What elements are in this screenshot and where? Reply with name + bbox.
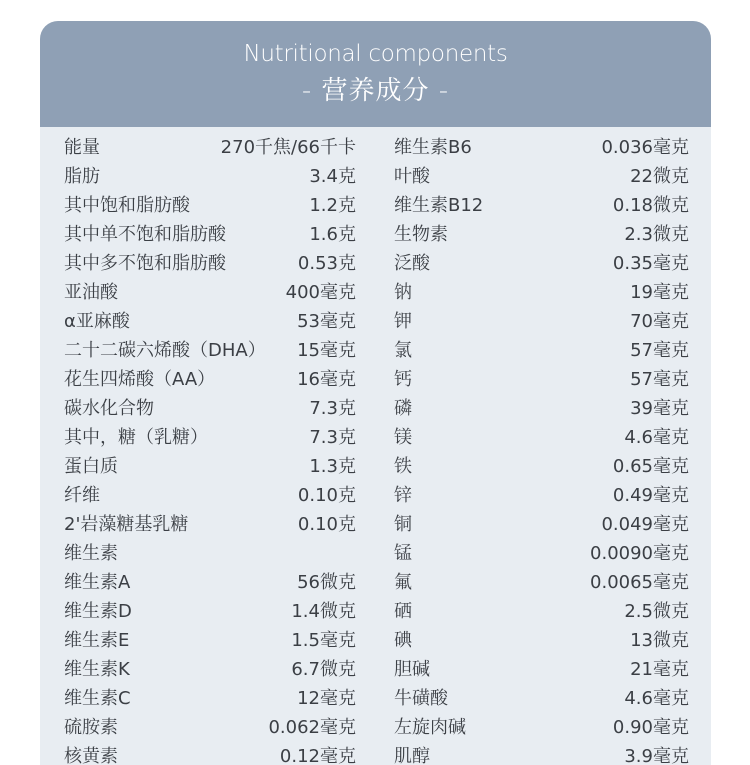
right-nutrient-name: 锌 xyxy=(394,485,412,506)
right-nutrient-value: 57毫克 xyxy=(630,340,689,361)
left-nutrient-value: 15毫克 xyxy=(297,340,356,361)
left-nutrient-name: 纤维 xyxy=(64,485,100,506)
left-nutrient-name: 维生素E xyxy=(64,630,130,651)
left-nutrient-name: 其中饱和脂肪酸 xyxy=(64,195,190,216)
left-nutrient-name: 花生四烯酸（AA） xyxy=(64,369,216,390)
table-row xyxy=(40,365,711,394)
left-nutrient-value: 1.5毫克 xyxy=(291,630,356,651)
nutrition-table xyxy=(40,133,711,765)
left-nutrient-value: 270千焦/66千卡 xyxy=(220,137,356,158)
left-nutrient-name: 维生素 xyxy=(64,543,118,564)
table-row xyxy=(40,713,711,742)
right-nutrient-value: 0.65毫克 xyxy=(612,456,689,477)
left-nutrient-value: 16毫克 xyxy=(297,369,356,390)
table-row xyxy=(40,626,711,655)
right-nutrient-name: 硒 xyxy=(394,601,412,622)
right-nutrient-name: 胆碱 xyxy=(394,659,430,680)
right-nutrient-name: 钙 xyxy=(394,369,412,390)
right-nutrient-value: 19毫克 xyxy=(630,282,689,303)
table-row xyxy=(40,220,711,249)
left-nutrient-value: 400毫克 xyxy=(285,282,356,303)
title-chinese: - 营养成分 - xyxy=(301,76,450,106)
right-nutrient-value: 13微克 xyxy=(630,630,689,651)
left-nutrient-name: 蛋白质 xyxy=(64,456,118,477)
left-nutrient-value: 0.10克 xyxy=(297,485,356,506)
left-nutrient-name: 2'岩藻糖基乳糖 xyxy=(64,514,189,535)
left-nutrient-name: 硫胺素 xyxy=(64,717,118,738)
right-nutrient-name: 铜 xyxy=(394,514,412,535)
right-nutrient-name: 左旋肉碱 xyxy=(394,717,466,738)
right-nutrient-name: 钠 xyxy=(394,282,412,303)
right-nutrient-value: 0.049毫克 xyxy=(601,514,689,535)
table-row xyxy=(40,742,711,765)
left-nutrient-name: 能量 xyxy=(64,137,100,158)
left-nutrient-name: 其中，糖（乳糖） xyxy=(64,427,208,448)
right-nutrient-value: 0.18微克 xyxy=(612,195,689,216)
left-nutrient-name: 维生素D xyxy=(64,601,132,622)
left-nutrient-value: 0.53克 xyxy=(297,253,356,274)
left-nutrient-value: 0.062毫克 xyxy=(268,717,356,738)
left-nutrient-name: 维生素K xyxy=(64,659,130,680)
right-nutrient-value: 2.3微克 xyxy=(624,224,689,245)
table-row xyxy=(40,597,711,626)
left-nutrient-name: 维生素C xyxy=(64,688,131,709)
left-nutrient-name: 其中多不饱和脂肪酸 xyxy=(64,253,226,274)
right-nutrient-value: 22微克 xyxy=(630,166,689,187)
left-nutrient-value: 56微克 xyxy=(297,572,356,593)
right-nutrient-value: 0.90毫克 xyxy=(612,717,689,738)
right-nutrient-name: 维生素B12 xyxy=(394,195,484,216)
table-row xyxy=(40,684,711,713)
table-row xyxy=(40,539,711,568)
right-nutrient-value: 39毫克 xyxy=(630,398,689,419)
table-row xyxy=(40,307,711,336)
left-nutrient-value: 1.3克 xyxy=(309,456,356,477)
card-header xyxy=(40,21,711,127)
right-nutrient-name: 氯 xyxy=(394,340,412,361)
right-nutrient-name: 叶酸 xyxy=(394,166,430,187)
left-nutrient-name: 亚油酸 xyxy=(64,282,118,303)
table-row xyxy=(40,481,711,510)
right-nutrient-value: 4.6毫克 xyxy=(624,688,689,709)
left-nutrient-value: 7.3克 xyxy=(309,427,356,448)
table-row xyxy=(40,568,711,597)
left-nutrient-value: 7.3克 xyxy=(309,398,356,419)
right-nutrient-name: 磷 xyxy=(394,398,412,419)
right-nutrient-value: 21毫克 xyxy=(630,659,689,680)
left-nutrient-value: 1.4微克 xyxy=(291,601,356,622)
left-nutrient-name: 脂肪 xyxy=(64,166,100,187)
table-row xyxy=(40,423,711,452)
right-nutrient-value: 3.9毫克 xyxy=(624,746,689,765)
table-row xyxy=(40,452,711,481)
table-row xyxy=(40,336,711,365)
left-nutrient-value: 0.12毫克 xyxy=(279,746,356,765)
left-nutrient-value: 0.10克 xyxy=(297,514,356,535)
right-nutrient-name: 碘 xyxy=(394,630,412,651)
right-nutrient-value: 70毫克 xyxy=(630,311,689,332)
right-nutrient-name: 肌醇 xyxy=(394,746,430,765)
left-nutrient-name: 核黄素 xyxy=(64,746,118,765)
left-nutrient-value: 12毫克 xyxy=(297,688,356,709)
nutrition-card xyxy=(40,21,711,765)
right-nutrient-value: 0.35毫克 xyxy=(612,253,689,274)
table-row xyxy=(40,655,711,684)
right-nutrient-name: 锰 xyxy=(394,543,412,564)
right-nutrient-name: 氟 xyxy=(394,572,412,593)
right-nutrient-value: 4.6毫克 xyxy=(624,427,689,448)
title-english: Nutritional components xyxy=(243,41,508,67)
left-nutrient-value: 53毫克 xyxy=(297,311,356,332)
right-nutrient-value: 0.49毫克 xyxy=(612,485,689,506)
left-nutrient-value: 1.6克 xyxy=(309,224,356,245)
left-nutrient-value: 3.4克 xyxy=(309,166,356,187)
left-nutrient-value: 1.2克 xyxy=(309,195,356,216)
table-row xyxy=(40,510,711,539)
right-nutrient-value: 2.5微克 xyxy=(624,601,689,622)
left-nutrient-name: 维生素A xyxy=(64,572,131,593)
left-nutrient-name: 二十二碳六烯酸（DHA） xyxy=(64,340,266,361)
right-nutrient-value: 0.0065毫克 xyxy=(590,572,689,593)
right-nutrient-name: 牛磺酸 xyxy=(394,688,448,709)
left-nutrient-name: 碳水化合物 xyxy=(64,398,154,419)
right-nutrient-name: 维生素B6 xyxy=(394,137,472,158)
table-row xyxy=(40,249,711,278)
table-row xyxy=(40,191,711,220)
right-nutrient-name: 生物素 xyxy=(394,224,448,245)
table-row xyxy=(40,162,711,191)
table-row xyxy=(40,278,711,307)
left-nutrient-name: 其中单不饱和脂肪酸 xyxy=(64,224,226,245)
right-nutrient-name: 铁 xyxy=(394,456,412,477)
left-nutrient-value: 6.7微克 xyxy=(291,659,356,680)
table-row xyxy=(40,133,711,162)
table-row xyxy=(40,394,711,423)
right-nutrient-name: 钾 xyxy=(394,311,412,332)
left-nutrient-name: α亚麻酸 xyxy=(64,311,130,332)
right-nutrient-value: 0.0090毫克 xyxy=(590,543,689,564)
right-nutrient-name: 泛酸 xyxy=(394,253,430,274)
right-nutrient-name: 镁 xyxy=(394,427,412,448)
right-nutrient-value: 57毫克 xyxy=(630,369,689,390)
right-nutrient-value: 0.036毫克 xyxy=(601,137,689,158)
